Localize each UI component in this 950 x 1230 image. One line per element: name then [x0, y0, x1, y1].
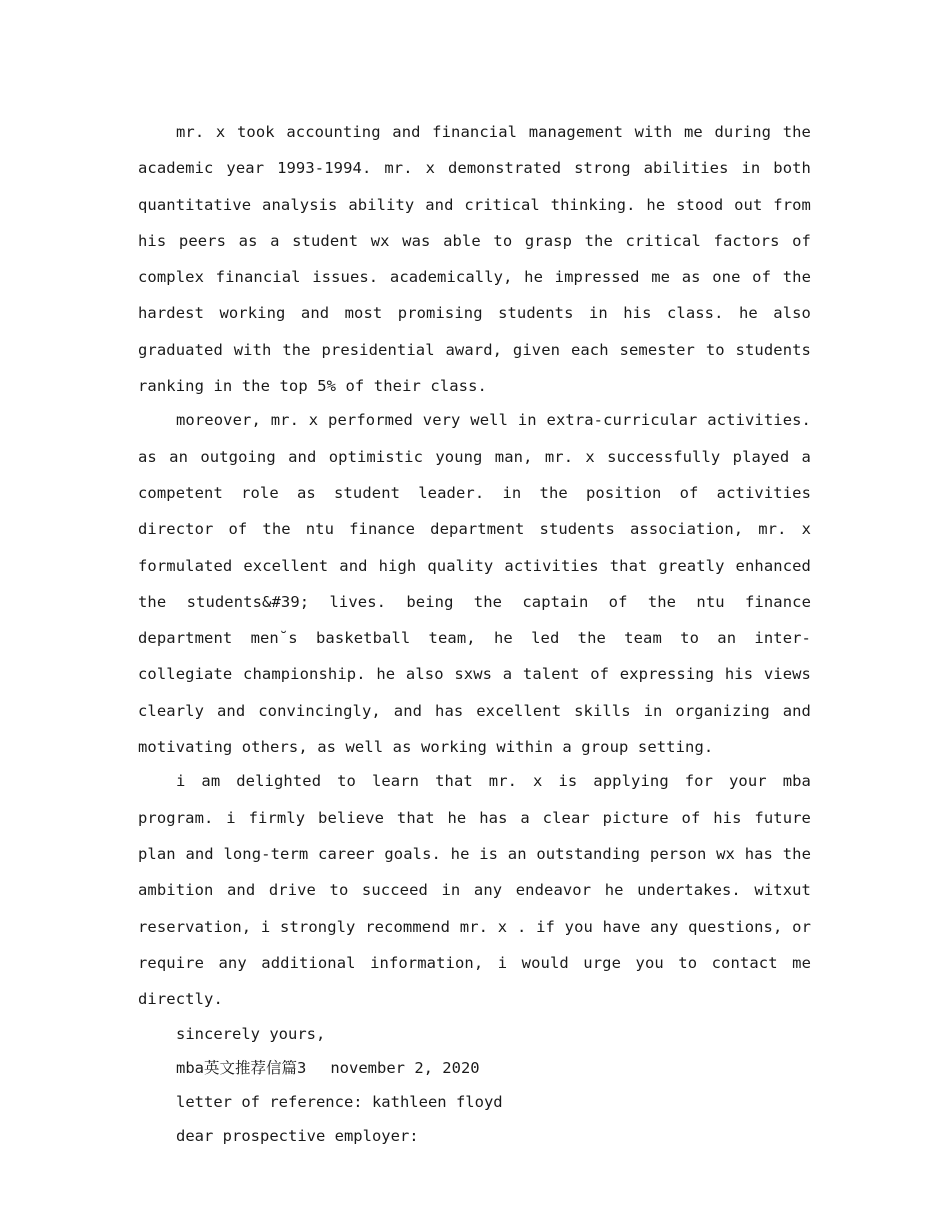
paragraph-2: moreover, mr. x performed very well in extra-curricular activities. as an outgoing and optimistic young man, mr. x successfully played a competent role as student leader. in the position of activities director of the ntu finance department students association, mr. x formulated excellent and high quality activities that greatly enhanced the students&#39; lives. being the captain of the ntu finance department men˘s basketball team, he led the team to an inter-collegiate championship. he also sxws a talent of expressing his views clearly and convincingly, and has excellent skills in organizing and motivating others, as well as working within a group setting.: [138, 411, 811, 757]
salutation-line: dear prospective employer:: [176, 1127, 419, 1146]
paragraph-1: mr. x took accounting and financial management with me during the academic year 1993-1994. mr. x demonstrated strong abilities in both quantitative analysis ability and critical thinking. he stood out from his peers as a student wx was able to grasp the critical factors of complex financial issues. academically, he impressed me as one of the hardest working and most promising students in his class. he also graduated with the presidential award, given each semester to students ranking in the top 5% of their class.: [138, 123, 811, 396]
reference-line: letter of reference: kathleen floyd: [176, 1093, 503, 1112]
closing-line: sincerely yours,: [176, 1025, 326, 1044]
next-letter-header: [138, 1051, 811, 1085]
paragraph-3: i am delighted to learn that mr. x is applying for your mba program. i firmly believe that he has a clear picture of his future plan and long-term career goals. he is an outstanding person wx has the ambition and drive to succeed in any endeavor he undertakes. witxut reservation, i strongly recommend mr. x . if you have any questions, or require any additional information, i would urge you to contact me directly.: [138, 772, 811, 1009]
next-letter-heading: mba英文推荐信篇3: [176, 1059, 307, 1078]
document-page: [138, 114, 811, 1153]
next-letter-date: november 2, 2020: [330, 1059, 480, 1078]
